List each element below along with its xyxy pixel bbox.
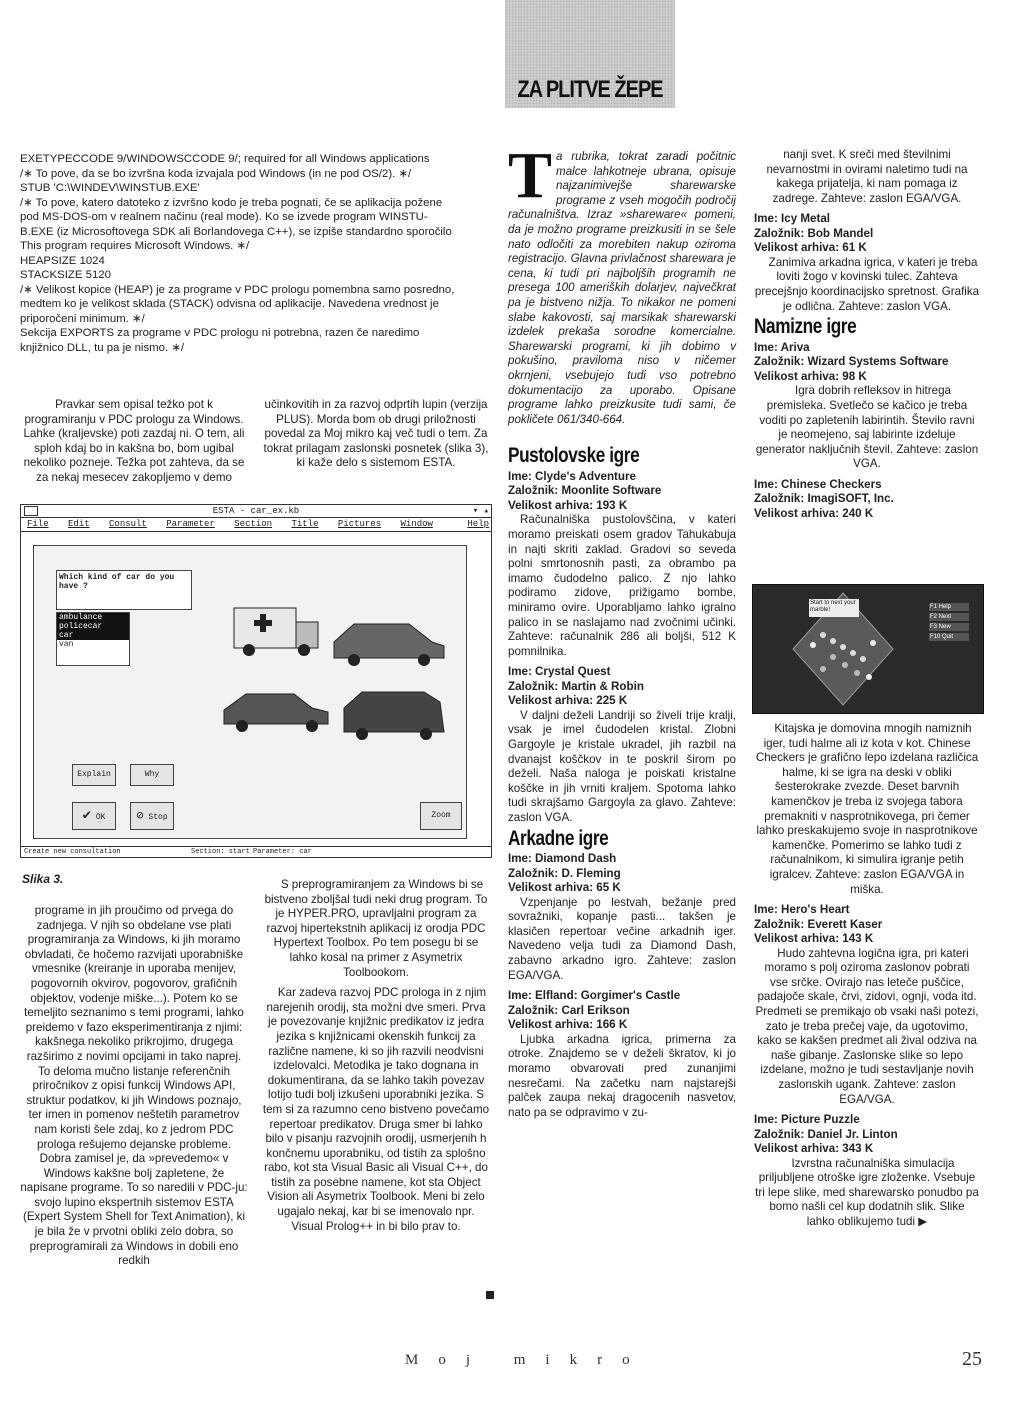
game-message: Start to next your marble! bbox=[809, 599, 859, 617]
game-description-text: Izvrstna računalniška simulacija priljubljene otroške igre zloženke. Vsebuje tri lepe slike, med sharewarsko ponudbo pa bomo našli cel kup dodatnih slik. Slike lahko oblikujemo tudi bbox=[755, 1156, 979, 1229]
game-size: Velikost arhiva: 240 K bbox=[754, 506, 874, 520]
game-size: Velikost arhiva: 225 K bbox=[508, 694, 628, 708]
paragraph: S preprogramiranjem za Windows bi se bistveno zboljšal tudi neki drug program. To je HYPER.PRO, upravljalni program za razvoj hipertekstnih aplikacij iz orodja PDC Hypertext Toolbox. Po tem posegu bi se lahko kosal na primer z Asymetrix Toolbookom. bbox=[264, 878, 488, 979]
paragraph: Pravkar sem opisal težko pot k programiranju v PDC prologu za Windows. Lahke (kraljevske) poti zazdaj ni. O tem, ali sploh kdaj bo in kakšna bo, bom ugibal nekoliko pozneje. Težka pot zahteva, da se za nekaj mesecev zakopljemo v demo bbox=[23, 398, 245, 484]
figure-caption: Slika 3. bbox=[22, 872, 64, 886]
why-button[interactable]: Why bbox=[130, 764, 174, 786]
column-2-bottom bbox=[262, 878, 490, 1240]
code-line: EXETYPECCODE 9/WINDOWSCCODE 9/; required for all Windows applications bbox=[20, 153, 430, 165]
game-menu-help[interactable]: F1 Help bbox=[929, 603, 969, 611]
code-line: /∗ To pove, da se bo izvršna koda izvajala pod Windows (in ne pod OS/2). ∗/ bbox=[20, 167, 412, 180]
question-text: Which kind of car do you have ? bbox=[59, 573, 175, 591]
game-size: Velikost arhiva: 65 K bbox=[508, 881, 621, 895]
explain-button[interactable]: Explain bbox=[72, 764, 116, 786]
option-van[interactable]: van bbox=[59, 640, 74, 649]
game-size: Velikost arhiva: 193 K bbox=[508, 498, 628, 512]
status-parameter: Parameter: car bbox=[253, 848, 312, 856]
game-description: Računalniška pustolovščina, v kateri moramo preiskati osem gradov Tahukabuja in najti skriti zaklad. Gradovi so seveda polni smrtonosnih pasti, za obrambo pa imamo čudodelno palico. Z njo lahko podiramo zidove, prižigamo bombe, miniramo ovire. Uporabljamo lahko igralno palico in se naslajamo nad zvočnimi učinki. Zahteve: računalnik 286 ali boljši, 512 K pomnilnika. bbox=[508, 513, 736, 658]
consult-panel bbox=[33, 545, 467, 839]
stop-icon: ⊘ bbox=[136, 809, 144, 823]
column-4 bbox=[754, 148, 980, 521]
menu-section[interactable]: Section bbox=[234, 519, 273, 529]
game-publisher: Založnik: Carl Erikson bbox=[508, 1003, 630, 1017]
dropcap: T bbox=[508, 139, 553, 212]
options-list[interactable] bbox=[56, 612, 130, 666]
stop-button[interactable] bbox=[130, 802, 174, 830]
game-size: Velikost arhiva: 166 K bbox=[508, 1018, 628, 1032]
game-name: Ime: Hero's Heart bbox=[754, 903, 850, 917]
game-name: Ime: Ariva bbox=[754, 340, 810, 354]
code-line: /∗ Velikost kopice (HEAP) je za programe v PDC prologu pomembna samo posredno, bbox=[20, 283, 455, 296]
continue-arrow-icon: ▶ bbox=[915, 1215, 928, 1229]
game-size: Velikost arhiva: 343 K bbox=[754, 1142, 874, 1156]
game-description: Kitajska je domovina mnogih namiznih iger, tudi halme ali iz kota v kot. Chinese Checkers je grafično lepo izdelana različica halme, ki se igra na deski v obliki šesterokrake zvezde. Deset barvnih kamenčkov je treba iz svojega tabora premakniti v nasprotnikovega, pri čemer lahko preskakujemo svoje in nasprotnikove kamenčke. Pomerimo se lahko tudi z računalnikom, ki simulira igranje petih igralcev. Zahteve: zaslon EGA/VGA in miška. bbox=[755, 722, 979, 896]
code-line: /∗ To pove, katero datoteko z izvršno kodo je treba pognati, če se aplikacija požene bbox=[20, 196, 443, 209]
game-menu-new[interactable]: F3 New bbox=[929, 623, 969, 631]
game-description bbox=[754, 1157, 980, 1230]
status-bar bbox=[21, 846, 491, 857]
window-controls-icon[interactable]: ▾ ▴ bbox=[472, 506, 489, 516]
police-car-icon bbox=[334, 624, 444, 666]
intro-text: a rubrika, tokrat zaradi počitnic malce lahkotneje ubrana, opisuje najzanimivejše sharewarske programe z vseh mogočih področij računalništva. Izraz »shareware« pomeni, da je možno programe preizkusiti in se šele nato odločiti za morebiten nakup oziroma registracijo. Glavna privlačnost sharewara je cena, ki tudi pri najboljših programih ne presega 100 ameriških dolarjev, največkrat pa je bistveno nižja. To nikakor ne pomeni slabe kakovosti, saj marsikak sharewarski izdelek prekaša sorodne komercialne. Sharewarski programi, ki jih dobimo v pokušino, praviloma niso v ničemer okrnjeni, vsebujejo tudi vso potrebno dokumentacijo za uporabo. Opisane programe lahko preizkusite tudi sami, če pokličete 061/340-664. bbox=[508, 150, 736, 426]
game-publisher: Založnik: D. Fleming bbox=[508, 866, 621, 880]
chinese-checkers-screenshot bbox=[752, 584, 984, 714]
ambulance-icon bbox=[234, 608, 318, 656]
column-1-bottom bbox=[20, 904, 248, 1275]
page-number: 25 bbox=[962, 1348, 982, 1370]
zoom-button[interactable]: Zoom bbox=[420, 802, 462, 830]
code-line: B.EXE (iz Microsoftovega SDK ali Borlandovega C++), se izpiše standardno sporočilo bbox=[20, 225, 452, 238]
menu-title[interactable]: Title bbox=[291, 519, 319, 529]
option-policecar[interactable]: policecar bbox=[57, 622, 129, 631]
stop-label: Stop bbox=[148, 813, 168, 822]
section-heading: Arkadne igre bbox=[508, 826, 609, 850]
paragraph: Kar zadeva razvoj PDC prologa in z njim narejenih orodij, sta možni dve smeri. Prva je povezovanje knjižnic predikatov iz jedra jezika s knjižnicami okenskih funkcij za različne namene, ki so jih razvili neodvisni izdelovalci. Metodika je tako dognana in dokumentirana, da se lahko takih povezav lotijo tudi bolj izkušeni uporabniki jezika. S tem si za razumno ceno bistveno povečamo repertoar predikatov. Druga smer bi lahko bilo v pisanju razvojnih orodij, usmerjenih h končnemu uporabniku, od tistih za splošno rabo, kot sta Visual Basic ali Visual C++, do tistih za posebne namene, kot sta Object Vision ali Asymetrix Toolbook. Meni bi zelo ugajalo nekaj, kar bi se imenovalo npr. Visual Prolog++ in bi bilo prav to. bbox=[262, 986, 490, 1233]
code-line: HEAPSIZE 1024 bbox=[20, 254, 105, 267]
game-description: Zanimiva arkadna igrica, v kateri je treba loviti žogo v kovinski tulec. Zahteva precejšnjo koordinacijsko spretnost. Grafika je odlična. Zahteve: zaslon VGA. bbox=[754, 255, 980, 313]
game-menu-quit[interactable]: F10 Quit bbox=[929, 633, 969, 641]
column-1-top bbox=[20, 398, 248, 492]
game-name: Ime: Chinese Checkers bbox=[754, 477, 882, 491]
section-heading: Pustolovske igre bbox=[508, 444, 640, 468]
car-icon bbox=[224, 694, 328, 732]
column-3 bbox=[508, 139, 736, 1126]
status-section: Section: start bbox=[191, 848, 250, 856]
game-publisher: Založnik: Everett Kaser bbox=[754, 917, 883, 931]
end-marker bbox=[486, 1291, 494, 1299]
game-publisher: Založnik: Martin & Robin bbox=[508, 679, 644, 693]
ok-button[interactable] bbox=[72, 802, 116, 830]
window-titlebar bbox=[21, 505, 491, 518]
code-line: priporočeni minimum. ∗/ bbox=[20, 312, 145, 325]
game-description: V daljni deželi Landriji so živeli trije kralji, vsak je imel čudodelen kristal. Zlobni Gargoyle je kristale ukradel, jih razbil na dvanajst koščkov in te poskril širom po deželi. Naša naloga je poiskati kristalne koščke in jih vrniti kraljem. Spotoma lahko tudi skrajšamo Gargoyla za glavo. Zahteve: zaslon VGA. bbox=[508, 708, 736, 824]
checkmark-icon: ✔ bbox=[82, 808, 91, 824]
code-line: This program requires Microsoft Windows. ∗/ bbox=[20, 240, 250, 252]
menu-help[interactable]: Help bbox=[467, 519, 489, 529]
cars-illustration bbox=[194, 602, 454, 762]
game-name: Ime: Picture Puzzle bbox=[754, 1113, 860, 1127]
esta-screenshot bbox=[20, 504, 492, 858]
ok-label: OK bbox=[95, 813, 106, 822]
game-name: Ime: Elfland: Gorgimer's Castle bbox=[508, 989, 681, 1003]
van-icon bbox=[344, 692, 444, 740]
code-line: pod MS-DOS-om v realnem načinu (real mode). Ko se izvede program WINSTU- bbox=[20, 211, 428, 223]
game-menu bbox=[929, 603, 969, 643]
game-publisher: Založnik: Daniel Jr. Linton bbox=[754, 1127, 898, 1141]
game-name: Ime: Diamond Dash bbox=[508, 852, 617, 866]
menu-window[interactable]: Window bbox=[400, 519, 433, 529]
game-publisher: Založnik: Moonlite Software bbox=[508, 484, 662, 498]
magazine-name: Moj mikro bbox=[405, 1352, 650, 1368]
menu-edit[interactable]: Edit bbox=[68, 519, 90, 529]
code-line: medtem ko je velikost sklada (STACK) odvisna od aplikacije. Navedena vrednost je bbox=[20, 298, 439, 310]
system-menu-icon[interactable] bbox=[24, 506, 38, 516]
section-header bbox=[505, 0, 675, 108]
game-menu-next[interactable]: F2 Next bbox=[929, 613, 969, 621]
menu-bar bbox=[21, 518, 491, 532]
game-size: Velikost arhiva: 61 K bbox=[754, 241, 867, 255]
code-block bbox=[20, 152, 490, 355]
paragraph: programe in jih proučimo od prvega do zadnjega. V njih so obdelane vse plati programiranja za Windows, ki jih moramo obvladati, če hočemo razvijati uporabniške vmesnike (kreiranje in uporaba menijev, pogovornih okvirov, pogovorov, grafičnih objektov, vodenje miške...). Potem ko se temeljito seznanimo s temi programi, lahko preidemo v fazo eksperimentiranja z njimi: kakšnega nekoliko prikrojimo, drugega razširimo z novimi opcijami in tako naprej. To deloma mučno listanje referenčnih priročnikov z opisi funkcij Windows API, struktur podatkov, ki jih Windows poznajo, ter imen in pomenov neštetih parametrov nam koristi šele zdaj, ko z jedrom PDC prologa rešujemo dejanske probleme. Dobra zamisel je, da »prevedemo« v Windows kakšne bolj zapletene, že napisane programe. To so naredili v PDC-ju: svojo lupino ekspertnih sistemov ESTA (Expert System Shell for Text Animation), ki je bila že v prvotni obliki zelo dobra, so preprogramirali za Windows in dobili eno redkih bbox=[20, 904, 248, 1268]
column-2-top bbox=[262, 398, 490, 477]
game-description: Ljubka arkadna igrica, primerna za otroke. Znajdemo se v deželi škratov, ki jo moramo obvarovati pred zunanjimi nesrečami. Na začetku nam najstarejši palček zaupa nekaj dragocenih nasvetov, nato pa se odpravimo v zu- bbox=[508, 1032, 736, 1119]
option-car[interactable]: car bbox=[57, 631, 129, 640]
question-box bbox=[56, 570, 192, 610]
status-left: Create new consultation bbox=[24, 848, 121, 856]
game-name: Ime: Clyde's Adventure bbox=[508, 469, 636, 483]
game-publisher: Založnik: Wizard Systems Software bbox=[754, 355, 949, 369]
option-ambulance[interactable]: ambulance bbox=[57, 613, 129, 622]
code-line: STACKSIZE 5120 bbox=[20, 269, 111, 281]
game-description: nanji svet. K sreči med številnimi nevarnostmi in ovirami naletimo tudi na kakega prijatelja, ki nam pomaga iz zadrege. Zahteve: zaslon EGA/VGA. bbox=[766, 148, 968, 205]
menu-pictures[interactable]: Pictures bbox=[337, 519, 382, 529]
window-title: ESTA - car_ex.kb bbox=[212, 506, 300, 516]
game-publisher: Založnik: Bob Mandel bbox=[754, 226, 874, 240]
game-size: Velikost arhiva: 143 K bbox=[754, 932, 874, 946]
code-line: STUB 'C:\WINDEV\WINSTUB.EXE' bbox=[20, 182, 200, 194]
code-line: Sekcija EXPORTS za programe v PDC prologu ni potrebna, razen če naredimo bbox=[20, 327, 420, 339]
menu-consult[interactable]: Consult bbox=[109, 519, 147, 529]
game-description: Hudo zahtevna logična igra, pri kateri moramo s polj oziroma zaslonov pobrati vse srčke. Ovirajo nas leteče puščice, padajoče skale, črvi, zidovi, ognji, voda itd. Predmeti se premikajo ob vsaki naši potezi, zato je treba prečej vaje, da ugotovimo, kako se kakšen predmet ali žival odziva na naše gibanje. Zaslonske slike so lepo izdelane, možno je tudi sestavljanje novih zaslonskih ugank. Zahteve: zaslon EGA/VGA. bbox=[755, 946, 979, 1106]
menu-file[interactable]: File bbox=[27, 519, 49, 529]
code-line: knjižnico DLL, tu pa je nismo. ∗/ bbox=[20, 341, 185, 354]
game-name: Ime: Icy Metal bbox=[754, 212, 831, 226]
column-4-continued bbox=[754, 722, 980, 1236]
game-description: Vzpenjanje po lestvah, bežanje pred sovražniki, kopanje pasti... takšen je klasičen repertoar večine arkadnih iger. Navedeno velja tudi za Diamond Dash, zabavno arkadno igro. Zahteve: zaslon EGA/VGA. bbox=[508, 895, 736, 982]
section-heading: Namizne igre bbox=[754, 315, 857, 339]
paragraph: učinkovitih in za razvoj odprtih lupin (verzija PLUS). Morda bom ob drugi priložnosti povedal za Moj mikro kaj več tudi o tem. Za tokrat prilagam zaslonski posnetek (slika 3), ki kaže delo s sistemom ESTA. bbox=[263, 398, 489, 470]
game-name: Ime: Crystal Quest bbox=[508, 665, 611, 679]
menu-parameter[interactable]: Parameter bbox=[166, 519, 215, 529]
game-description: Igra dobrih refleksov in hitrega premisleka. Svetlečo se kačico je treba voditi po zapletenih labirintih. Število ravni je neomejeno, saj labirinte izdeluje generator naključnih števil. Zahteve: zaslon VGA. bbox=[755, 384, 979, 471]
section-title: ZA PLITVE ŽEPE bbox=[517, 76, 663, 104]
game-size: Velikost arhiva: 98 K bbox=[754, 369, 867, 383]
game-publisher: Založnik: ImagiSOFT, Inc. bbox=[754, 492, 894, 506]
